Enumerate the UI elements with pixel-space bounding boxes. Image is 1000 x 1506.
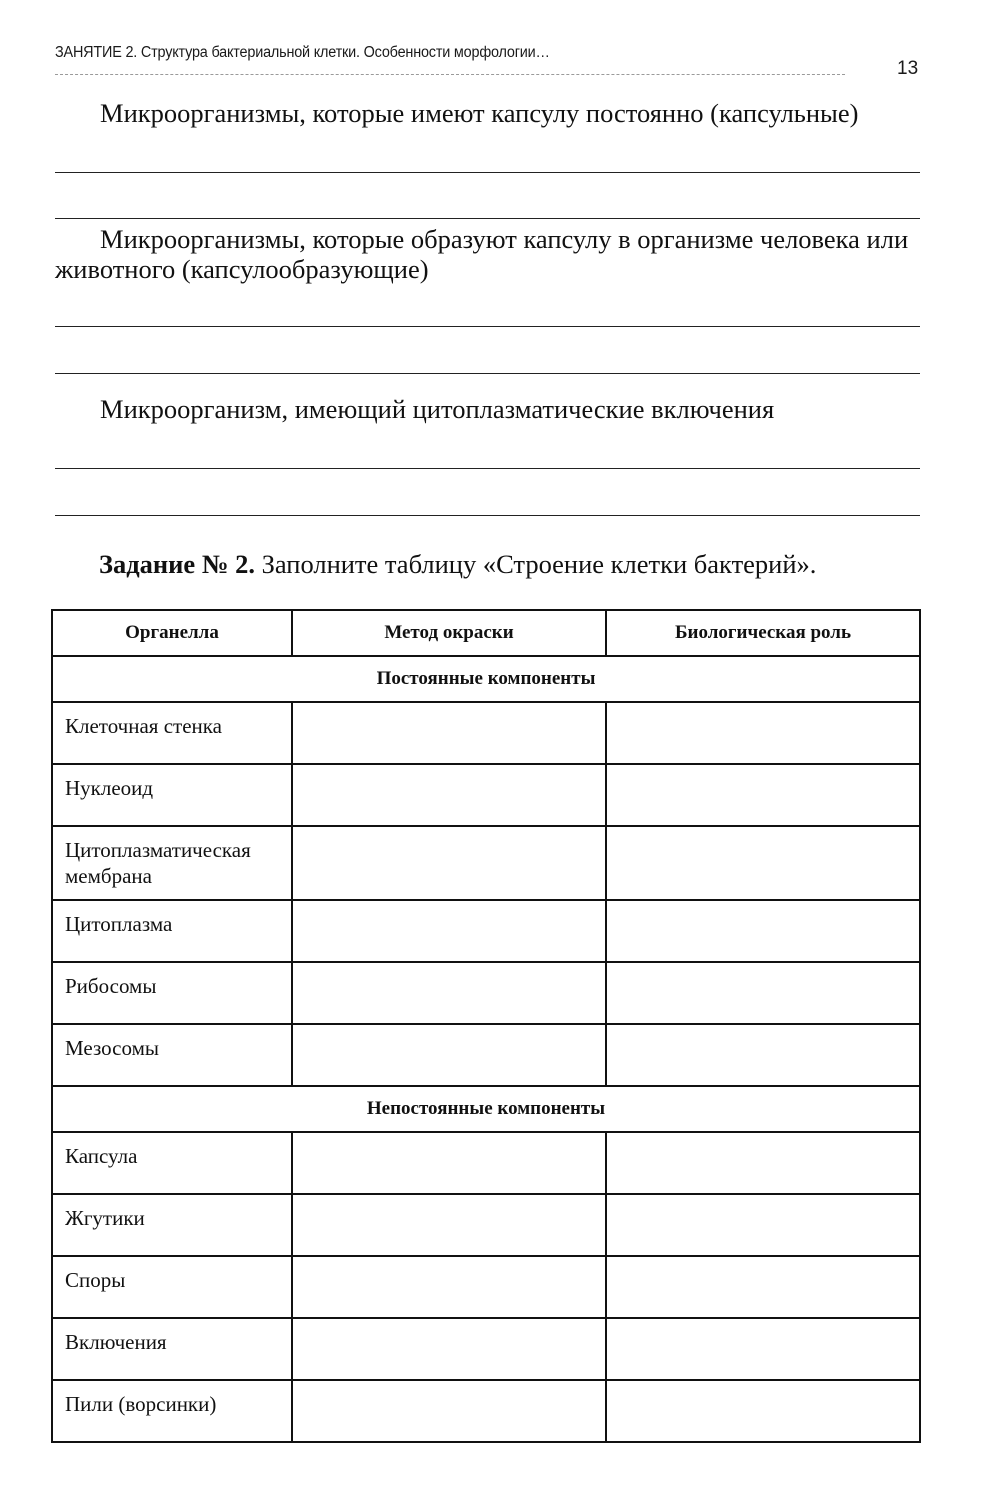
header-rule [55, 74, 845, 75]
header-title: ЗАНЯТИЕ 2. Структура бактериальной клетки. Особенности морфологии… [55, 44, 550, 61]
staining-method-cell[interactable] [292, 1132, 606, 1194]
table-row [52, 826, 920, 900]
staining-method-cell[interactable] [292, 1024, 606, 1086]
prompt-inclusions [55, 394, 921, 424]
organelle-name: Нуклеоид [52, 764, 292, 826]
biological-role-cell[interactable] [606, 826, 920, 900]
task-text: Заполните таблицу «Строение клетки бактерий». [254, 549, 817, 579]
staining-method-cell[interactable] [292, 1380, 606, 1442]
answer-line[interactable] [55, 373, 920, 374]
answer-line[interactable] [55, 172, 920, 173]
prompt-capsule-forming-text: Микроорганизмы, которые образуют капсулу в организме человека или животного (капсулообразующие) [55, 224, 909, 284]
organelle-name: Жгутики [52, 1194, 292, 1256]
biological-role-cell[interactable] [606, 962, 920, 1024]
table-row [52, 900, 920, 962]
section-row-nonpermanent [52, 1086, 920, 1132]
staining-method-cell[interactable] [292, 764, 606, 826]
organelle-name: Капсула [52, 1132, 292, 1194]
table-row [52, 702, 920, 764]
organelle-name: Рибосомы [52, 962, 292, 1024]
page-number: 13 [897, 58, 919, 79]
staining-method-cell[interactable] [292, 1256, 606, 1318]
staining-method-cell[interactable] [292, 826, 606, 900]
prompt-capsular-text: Микроорганизмы, которые имеют капсулу постоянно (капсульные) [100, 98, 859, 128]
answer-line[interactable] [55, 326, 920, 327]
table-row [52, 1256, 920, 1318]
biological-role-cell[interactable] [606, 1380, 920, 1442]
organelle-name: Споры [52, 1256, 292, 1318]
biological-role-cell[interactable] [606, 900, 920, 962]
organelle-name: Цитоплазма [52, 900, 292, 962]
biological-role-cell[interactable] [606, 1132, 920, 1194]
table-row [52, 1132, 920, 1194]
biological-role-cell[interactable] [606, 1024, 920, 1086]
section-row-permanent [52, 656, 920, 702]
task-label: Задание № 2. [99, 549, 255, 579]
biological-role-cell[interactable] [606, 764, 920, 826]
staining-method-cell[interactable] [292, 702, 606, 764]
section-title-permanent: Постоянные компоненты [52, 656, 920, 702]
organelle-name: Цитоплазматическая мембрана [52, 826, 292, 900]
running-header [55, 44, 925, 84]
answer-line[interactable] [55, 468, 920, 469]
section-title-nonpermanent: Непостоянные компоненты [52, 1086, 920, 1132]
prompt-capsule-forming [55, 224, 921, 284]
prompt-inclusions-text: Микроорганизм, имеющий цитоплазматические включения [100, 394, 775, 424]
header-staining-method: Метод окраски [292, 610, 606, 656]
table-header-row [52, 610, 920, 656]
table-row [52, 1380, 920, 1442]
biological-role-cell[interactable] [606, 1256, 920, 1318]
organelle-name: Включения [52, 1318, 292, 1380]
organelle-name: Мезосомы [52, 1024, 292, 1086]
biological-role-cell[interactable] [606, 702, 920, 764]
organelle-name: Клеточная стенка [52, 702, 292, 764]
prompt-capsular [55, 98, 921, 128]
biological-role-cell[interactable] [606, 1194, 920, 1256]
table-row [52, 962, 920, 1024]
biological-role-cell[interactable] [606, 1318, 920, 1380]
header-organelle: Органелла [52, 610, 292, 656]
answer-line[interactable] [55, 218, 920, 219]
table-row [52, 1024, 920, 1086]
table-row [52, 764, 920, 826]
staining-method-cell[interactable] [292, 1194, 606, 1256]
organelle-name: Пили (ворсинки) [52, 1380, 292, 1442]
task-2 [99, 548, 816, 580]
staining-method-cell[interactable] [292, 962, 606, 1024]
cell-structure-table [51, 609, 921, 1443]
table-row [52, 1318, 920, 1380]
staining-method-cell[interactable] [292, 900, 606, 962]
staining-method-cell[interactable] [292, 1318, 606, 1380]
table-row [52, 1194, 920, 1256]
answer-line[interactable] [55, 515, 920, 516]
header-biological-role: Биологическая роль [606, 610, 920, 656]
